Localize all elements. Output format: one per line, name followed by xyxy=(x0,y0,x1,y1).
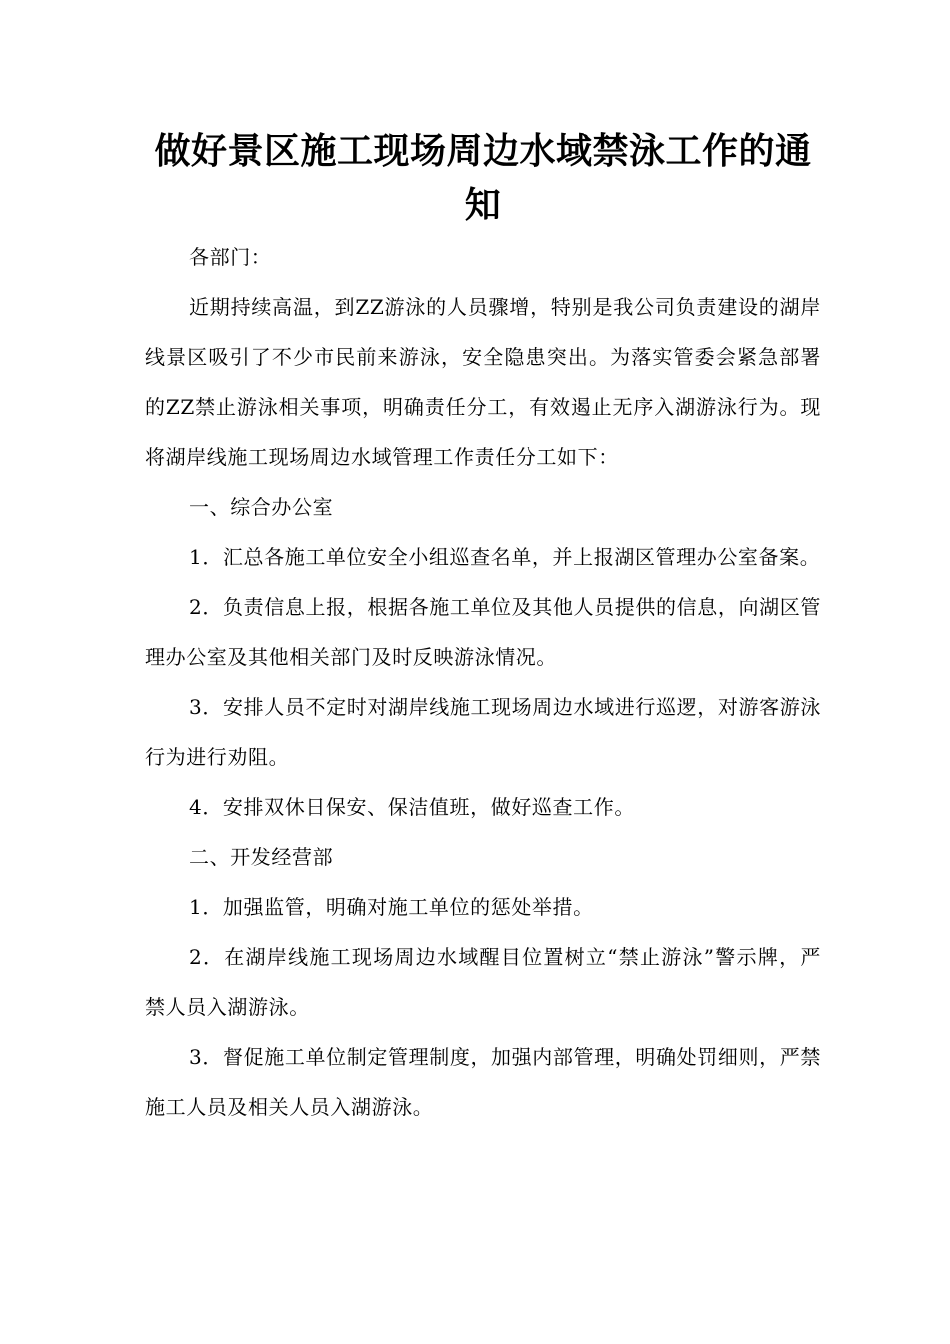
section-heading-development-dept: 二、开发经营部 xyxy=(189,845,334,869)
document-title: 做好景区施工现场周边水域禁泳工作的通知 xyxy=(154,130,812,226)
section-heading-general-office: 一、综合办公室 xyxy=(189,495,334,519)
document-body xyxy=(145,232,821,1132)
list-item: 2．在湖岸线施工现场周边水域醒目位置树立“禁止游泳”警示牌，严禁人员入湖游泳。 xyxy=(145,945,821,1019)
list-item: 3．督促施工单位制定管理制度，加强内部管理，明确处罚细则，严禁施工人员及相关人员入湖游泳。 xyxy=(145,1045,821,1119)
list-item: 1．加强监管，明确对施工单位的惩处举措。 xyxy=(189,895,594,919)
list-item: 4．安排双休日保安、保洁值班，做好巡查工作。 xyxy=(189,795,635,819)
list-item: 3．安排人员不定时对湖岸线施工现场周边水域进行巡逻，对游客游泳行为进行劝阻。 xyxy=(145,695,821,769)
salutation: 各部门： xyxy=(189,245,272,269)
list-item: 2．负责信息上报，根据各施工单位及其他人员提供的信息，向湖区管理办公室及其他相关部门及时反映游泳情况。 xyxy=(145,595,821,669)
list-item: 1．汇总各施工单位安全小组巡查名单，并上报湖区管理办公室备案。 xyxy=(189,545,821,569)
intro-paragraph: 近期持续高温，到ZZ游泳的人员骤增，特别是我公司负责建设的湖岸线景区吸引了不少市民前来游泳，安全隐患突出。为落实管委会紧急部署的ZZ禁止游泳相关事项，明确责任分工，有效遏止无序入湖游泳行为。现将湖岸线施工现场周边水域管理工作责任分工如下： xyxy=(145,295,821,469)
